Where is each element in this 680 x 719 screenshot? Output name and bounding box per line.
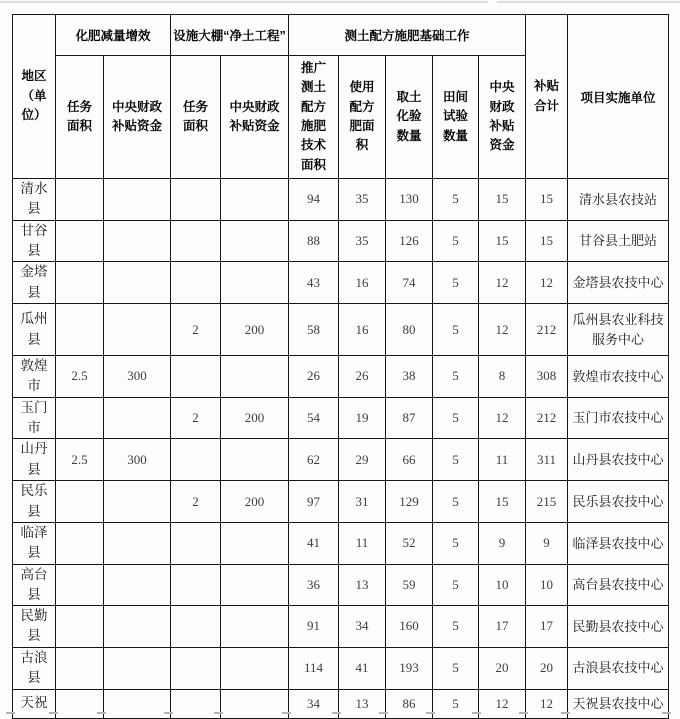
region-cell [13,564,56,606]
scan-artifact-line [0,1,488,3]
value-cell: 36 [289,564,339,606]
header-implementing-unit-label: 项目实施单位 [580,90,656,105]
scan-artifact-dash [379,712,388,714]
region-label: 玉门市 [20,399,48,435]
region-cell [13,356,56,398]
value-cell [104,304,171,356]
value-cell: 11 [479,439,526,481]
value-cell [56,606,104,648]
subheader-task-area-greenhouse-label: 任务面积 [183,99,209,133]
region-cell [13,179,56,221]
scan-artifact-dash [164,712,173,714]
subsidy-total-cell: 9 [526,523,568,565]
region-label: 甘谷县 [20,222,48,258]
scan-artifact-dash [561,712,570,714]
value-cell: 41 [339,647,386,689]
implementing-unit-cell: 天祝县农技中心 [568,689,669,718]
subheader-soil-sample-count [386,56,433,179]
scan-artifact-dash [6,712,15,714]
table-row [13,397,669,439]
subheader-task-area-fertilizer-label: 任务面积 [66,99,92,133]
value-cell: 59 [386,564,433,606]
subheader-central-subsidy-fertilizer-label: 中央财政补贴资金 [111,99,162,133]
value-cell: 62 [289,439,339,481]
region-label: 高台县 [20,566,48,602]
value-cell: 35 [339,220,386,262]
value-cell: 5 [433,481,479,523]
value-cell: 15 [479,220,526,262]
region-label: 山丹县 [20,441,48,477]
value-cell [221,689,289,718]
value-cell [171,647,221,689]
table-row [13,356,669,398]
value-cell [221,179,289,221]
value-cell: 160 [386,606,433,648]
region-label: 民勤县 [20,608,48,644]
value-cell: 38 [386,356,433,398]
value-cell [56,523,104,565]
value-cell [104,397,171,439]
value-cell: 66 [386,439,433,481]
value-cell: 13 [339,564,386,606]
scan-artifact-dash [282,712,291,714]
value-cell: 2 [171,481,221,523]
value-cell: 300 [104,356,171,398]
subsidy-total-cell: 212 [526,397,568,439]
value-cell: 193 [386,647,433,689]
implementing-unit-cell: 民勤县农技中心 [568,606,669,648]
region-label: 敦煌市 [20,358,48,394]
header-group-row [13,15,669,56]
scan-artifact-dash [472,712,481,714]
subheader-promotion-tech-area [289,56,339,179]
region-cell [13,262,56,304]
implementing-unit-cell: 玉门市农技中心 [568,397,669,439]
value-cell: 5 [433,262,479,304]
value-cell: 200 [221,304,289,356]
table-row [13,606,669,648]
value-cell: 12 [479,262,526,304]
value-cell: 94 [289,179,339,221]
value-cell: 43 [289,262,339,304]
subheader-central-subsidy-greenhouse [221,56,289,179]
region-cell [13,304,56,356]
value-cell: 129 [386,481,433,523]
scan-artifact-dash [214,712,223,714]
region-cell [13,481,56,523]
table-row [13,220,669,262]
region-cell [13,397,56,439]
header-group-greenhouse-clean-soil: 设施大棚“净土工程” [171,15,289,56]
region-cell [13,647,56,689]
value-cell: 12 [479,304,526,356]
subheader-field-trial-count-label: 田间试验数量 [443,89,469,143]
header-group-soil-testing-formula: 测土配方施肥基础工作 [289,15,526,56]
region-cell [13,523,56,565]
subheader-promotion-tech-area-label: 推广测土配方施肥技术面积 [301,60,327,172]
value-cell: 9 [479,523,526,565]
header-region [13,15,56,179]
value-cell: 12 [479,689,526,718]
value-cell: 5 [433,689,479,718]
value-cell: 88 [289,220,339,262]
value-cell [104,179,171,221]
implementing-unit-cell: 甘谷县土肥站 [568,220,669,262]
value-cell: 12 [479,397,526,439]
value-cell [104,481,171,523]
value-cell [56,304,104,356]
value-cell: 35 [339,179,386,221]
value-cell: 5 [433,647,479,689]
subheader-field-trial-count [433,56,479,179]
value-cell: 2 [171,397,221,439]
subsidy-total-cell: 308 [526,356,568,398]
value-cell [104,606,171,648]
implementing-unit-cell: 民乐县农技中心 [568,481,669,523]
value-cell [171,564,221,606]
value-cell [56,564,104,606]
implementing-unit-cell: 高台县农技中心 [568,564,669,606]
subsidy-total-cell: 15 [526,220,568,262]
value-cell [221,523,289,565]
implementing-unit-cell: 临泽县农技中心 [568,523,669,565]
value-cell: 19 [339,397,386,439]
value-cell [56,481,104,523]
subsidy-allocation-table [12,14,669,719]
table-row [13,179,669,221]
value-cell: 80 [386,304,433,356]
scan-artifact-dash [662,712,671,714]
value-cell: 2.5 [56,356,104,398]
value-cell: 2 [171,304,221,356]
value-cell [171,439,221,481]
table-row [13,262,669,304]
value-cell [104,647,171,689]
value-cell [56,647,104,689]
header-subsidy-total [526,15,568,179]
table-row [13,523,669,565]
value-cell: 5 [433,606,479,648]
value-cell: 5 [433,564,479,606]
header-group-fertilizer-reduction: 化肥减量增效 [56,15,171,56]
subheader-formula-fertilizer-area-label: 使用配方肥面积 [349,80,375,153]
value-cell [171,262,221,304]
region-label: 古浪县 [20,649,48,685]
table-row [13,439,669,481]
value-cell [104,262,171,304]
table-row [13,481,669,523]
value-cell: 16 [339,304,386,356]
value-cell [221,647,289,689]
value-cell: 31 [339,481,386,523]
value-cell [104,523,171,565]
subheader-central-subsidy-greenhouse-label: 中央财政补贴资金 [229,99,280,133]
table-row [13,304,669,356]
subheader-soil-sample-count-label: 取土化验数量 [396,89,422,143]
region-label: 瓜州县 [20,311,48,347]
value-cell [221,262,289,304]
value-cell [104,689,171,718]
value-cell: 130 [386,179,433,221]
scan-artifact-dash [332,712,341,714]
value-cell: 13 [339,689,386,718]
value-cell: 5 [433,356,479,398]
value-cell: 5 [433,439,479,481]
value-cell: 41 [289,523,339,565]
value-cell [171,606,221,648]
value-cell: 34 [289,689,339,718]
subheader-task-area-fertilizer [56,56,104,179]
scan-artifact-dash [426,712,435,714]
region-label: 临泽县 [20,525,48,561]
value-cell [56,179,104,221]
subheader-central-subsidy-soil-testing [479,56,526,179]
value-cell [171,523,221,565]
subsidy-total-cell: 212 [526,304,568,356]
value-cell: 200 [221,397,289,439]
value-cell: 15 [479,179,526,221]
value-cell: 126 [386,220,433,262]
value-cell [56,262,104,304]
value-cell: 29 [339,439,386,481]
value-cell: 10 [479,564,526,606]
value-cell: 16 [339,262,386,304]
implementing-unit-cell: 山丹县农技中心 [568,439,669,481]
value-cell: 5 [433,220,479,262]
implementing-unit-cell: 敦煌市农技中心 [568,356,669,398]
value-cell [221,606,289,648]
value-cell [221,220,289,262]
value-cell: 5 [433,523,479,565]
table-row [13,647,669,689]
value-cell: 114 [289,647,339,689]
scan-artifact-line [497,1,680,3]
subheader-formula-fertilizer-area [339,56,386,179]
subsidy-total-cell: 15 [526,179,568,221]
scan-artifact-dash [49,712,58,714]
value-cell: 34 [339,606,386,648]
subsidy-total-cell: 20 [526,647,568,689]
value-cell: 91 [289,606,339,648]
subsidy-total-cell: 12 [526,262,568,304]
subsidy-total-cell: 12 [526,689,568,718]
region-label: 天祝 [20,695,48,711]
header-implementing-unit [568,15,669,179]
value-cell [56,397,104,439]
region-label: 清水县 [20,181,48,217]
value-cell: 52 [386,523,433,565]
value-cell: 8 [479,356,526,398]
implementing-unit-cell: 古浪县农技中心 [568,647,669,689]
value-cell: 74 [386,262,433,304]
scan-artifact-dash [519,712,528,714]
scan-artifact-dash [97,712,106,714]
value-cell: 17 [479,606,526,648]
value-cell: 11 [339,523,386,565]
region-cell [13,220,56,262]
value-cell: 20 [479,647,526,689]
value-cell: 2.5 [56,439,104,481]
subheader-task-area-greenhouse [171,56,221,179]
value-cell [104,564,171,606]
value-cell: 5 [433,179,479,221]
value-cell: 54 [289,397,339,439]
table-row [13,564,669,606]
value-cell: 97 [289,481,339,523]
value-cell: 300 [104,439,171,481]
subsidy-total-cell: 215 [526,481,568,523]
header-region-label: 地区（单位） [21,69,47,123]
value-cell: 58 [289,304,339,356]
value-cell: 5 [433,397,479,439]
region-label: 民乐县 [20,483,48,519]
subheader-central-subsidy-fertilizer [104,56,171,179]
subsidy-total-cell: 10 [526,564,568,606]
value-cell: 26 [339,356,386,398]
header-subsidy-total-label: 补贴合计 [534,79,560,113]
implementing-unit-cell: 清水县农技站 [568,179,669,221]
value-cell: 200 [221,481,289,523]
value-cell [56,220,104,262]
subheader-central-subsidy-soil-testing-label: 中央财政补贴资金 [489,80,515,153]
value-cell [221,356,289,398]
value-cell: 15 [479,481,526,523]
implementing-unit-cell: 瓜州县农业科技服务中心 [568,304,669,356]
value-cell [104,220,171,262]
value-cell [171,356,221,398]
region-label: 金塔县 [20,264,48,300]
implementing-unit-cell: 金塔县农技中心 [568,262,669,304]
value-cell: 5 [433,304,479,356]
value-cell: 87 [386,397,433,439]
subsidy-total-cell: 17 [526,606,568,648]
value-cell [171,220,221,262]
region-cell [13,606,56,648]
subsidy-total-cell: 311 [526,439,568,481]
value-cell: 86 [386,689,433,718]
value-cell [221,439,289,481]
region-cell [13,439,56,481]
value-cell [221,564,289,606]
value-cell: 26 [289,356,339,398]
value-cell [171,179,221,221]
